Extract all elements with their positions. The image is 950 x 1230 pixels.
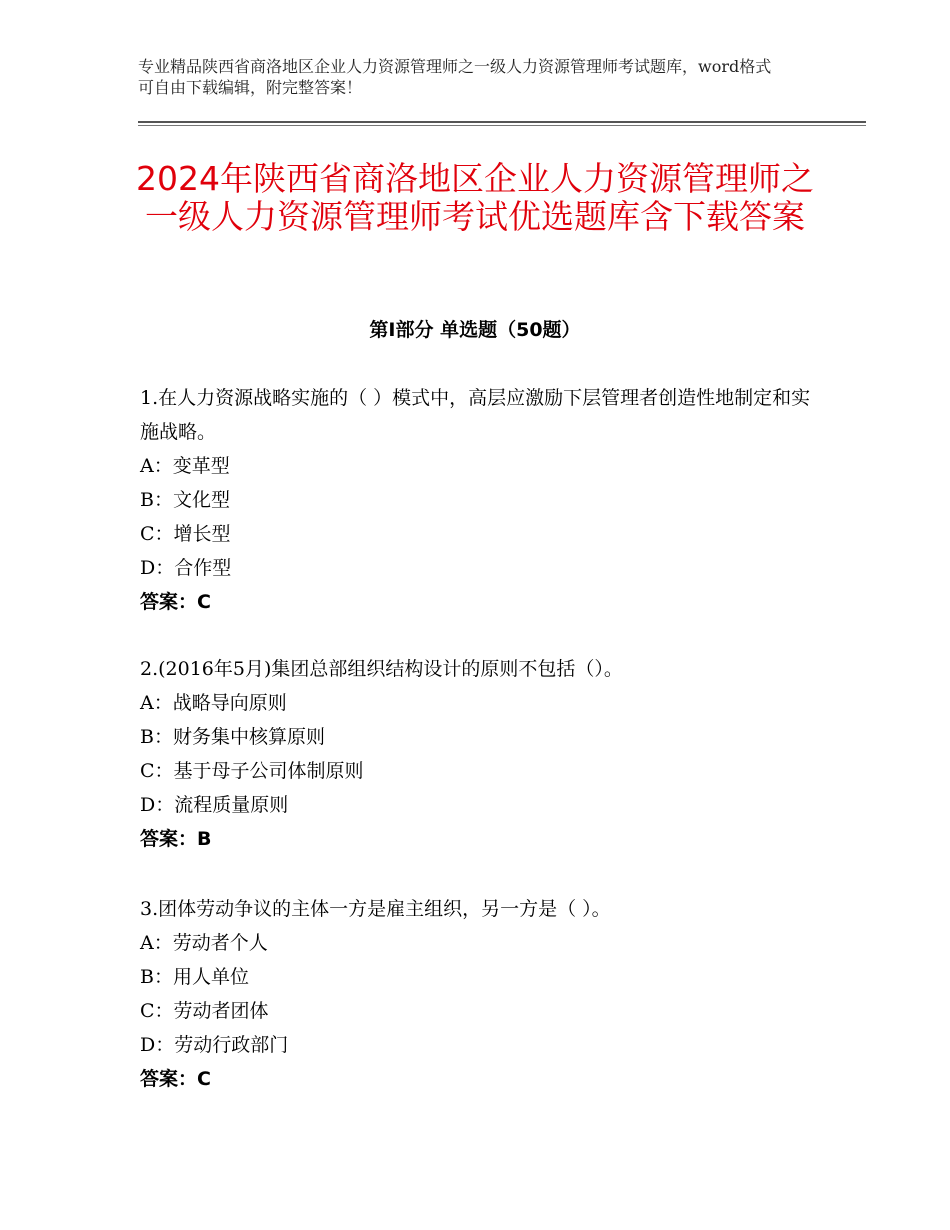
option-a: A：劳动者个人 bbox=[140, 932, 268, 954]
question-3 bbox=[140, 892, 820, 1096]
option-c: C：基于母子公司体制原则 bbox=[140, 760, 364, 782]
option-c: C：劳动者团体 bbox=[140, 1000, 269, 1022]
question-stem: 2.(2016年5月)集团总部组织结构设计的原则不包括（）。 bbox=[140, 658, 623, 680]
option-a: A：变革型 bbox=[140, 455, 230, 477]
option-a: A：战略导向原则 bbox=[140, 692, 287, 714]
option-b: B：文化型 bbox=[140, 489, 230, 511]
answer: 答案：B bbox=[140, 828, 212, 850]
answer: 答案：C bbox=[140, 591, 211, 613]
option-d: D：劳动行政部门 bbox=[140, 1034, 289, 1056]
question-2 bbox=[140, 652, 820, 856]
option-b: B：用人单位 bbox=[140, 966, 249, 988]
question-stem: 3.团体劳动争议的主体一方是雇主组织，另一方是（ ）。 bbox=[140, 898, 611, 920]
question-stem: 1.在人力资源战略实施的（ ）模式中，高层应激励下层管理者创造性地制定和实施战略。 bbox=[140, 387, 811, 443]
header-divider bbox=[138, 121, 866, 123]
section-heading: 第Ⅰ部分 单选题（50题） bbox=[369, 319, 581, 341]
question-1 bbox=[140, 381, 820, 619]
answer: 答案：C bbox=[140, 1068, 211, 1090]
option-d: D：合作型 bbox=[140, 557, 232, 579]
header-divider-thin bbox=[138, 125, 866, 126]
document-title: 2024年陕西省商洛地区企业人力资源管理师之一级人力资源管理师考试优选题库含下载答案 bbox=[136, 159, 814, 236]
option-d: D：流程质量原则 bbox=[140, 794, 289, 816]
option-b: B：财务集中核算原则 bbox=[140, 726, 325, 748]
header-note: 专业精品陕西省商洛地区企业人力资源管理师之一级人力资源管理师考试题库，word格式可自由下载编辑，附完整答案！ bbox=[138, 57, 772, 97]
option-c: C：增长型 bbox=[140, 523, 231, 545]
